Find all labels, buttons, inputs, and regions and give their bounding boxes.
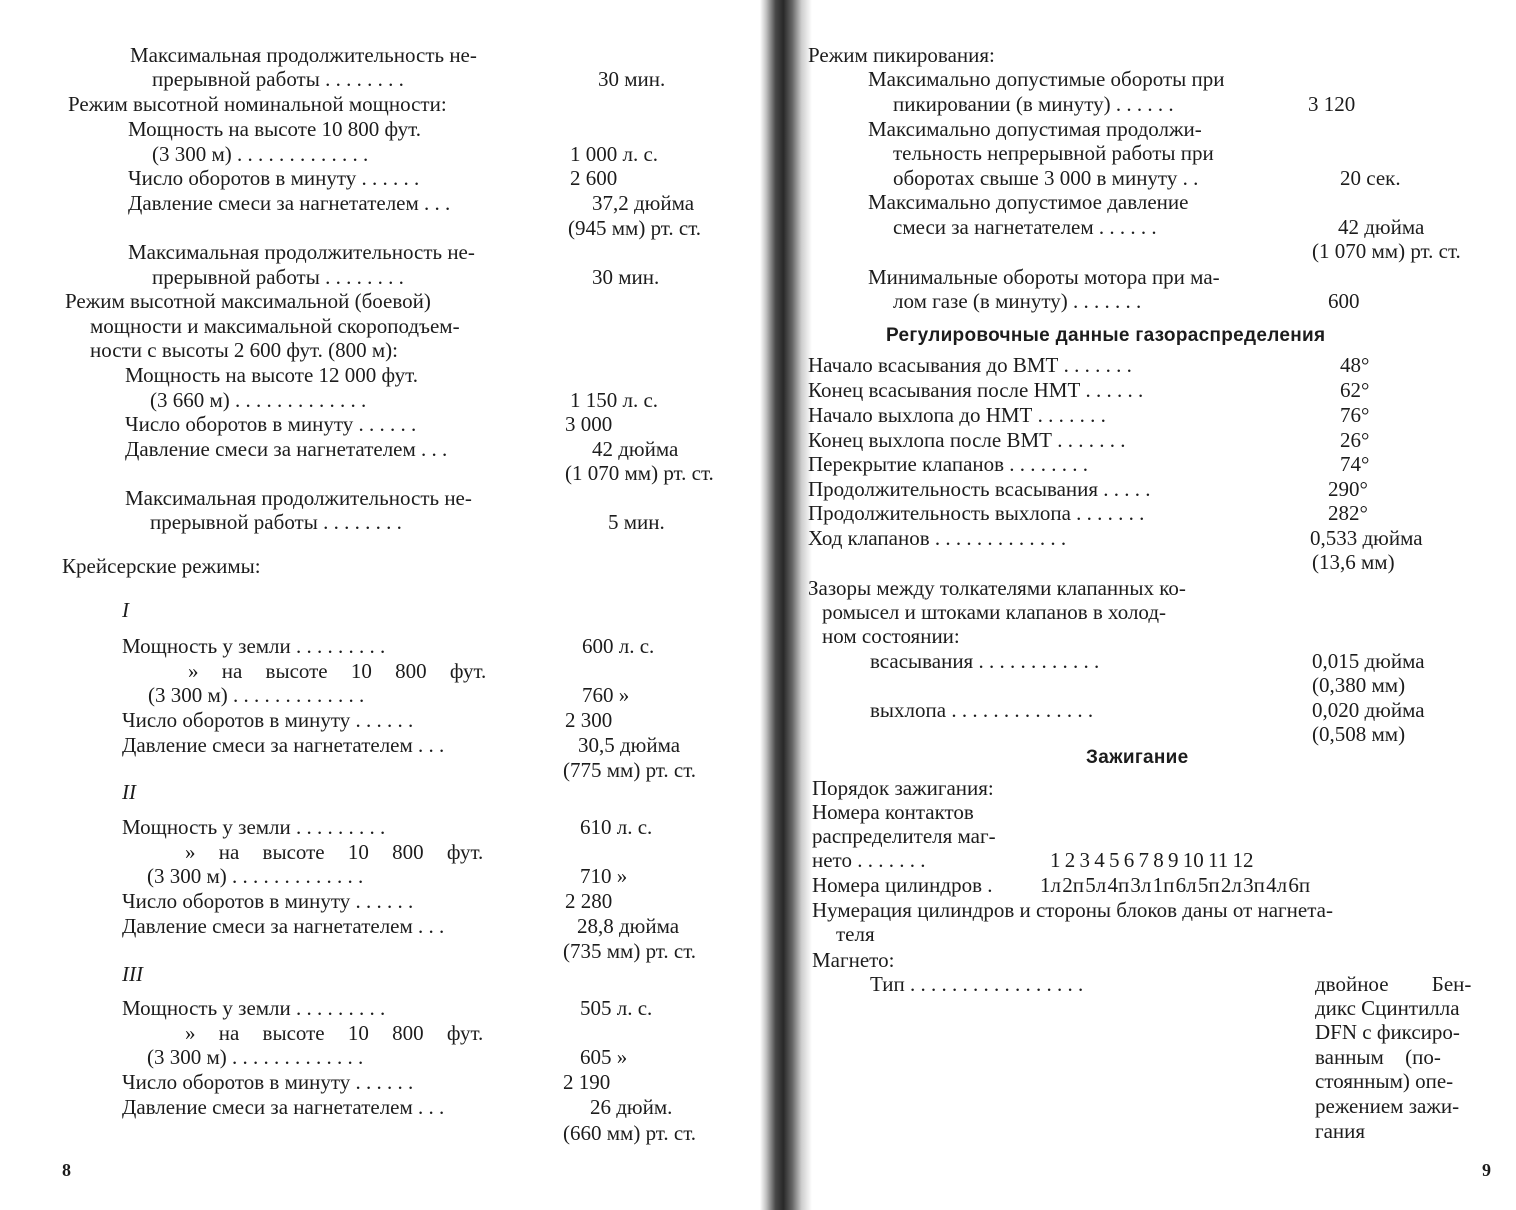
text-line: пикировании (в минуту) . . . . . . xyxy=(893,92,1174,116)
value: 760 » xyxy=(582,683,630,707)
section-title: Регулировочные данные газораспределения xyxy=(886,325,1326,346)
text-line: мощности и максимальной скороподъем- xyxy=(90,314,460,338)
value: (13,6 мм) xyxy=(1312,550,1395,574)
mode-label: III xyxy=(122,962,143,986)
text-line: Число оборотов в минуту . . . . . . xyxy=(125,412,417,436)
value: 3 120 xyxy=(1308,92,1356,116)
value: 2 300 xyxy=(565,708,613,732)
value: 1л 2п 5л 4п 3л 1п 6л 5п 2л 3п 4л 6п xyxy=(1040,873,1311,897)
value: ванным (по- xyxy=(1315,1045,1441,1069)
value: 1 2 3 4 5 6 7 8 9 10 11 12 xyxy=(1050,848,1254,872)
text-line: Максимально допустимое давление xyxy=(868,190,1189,214)
value: (735 мм) рт. ст. xyxy=(563,939,697,963)
text-line: всасывания . . . . . . . . . . . . xyxy=(870,649,1100,673)
text-line: Порядок зажигания: xyxy=(812,776,994,800)
text-line: Минимальные обороты мотора при ма- xyxy=(868,265,1220,289)
text-line: Конец всасывания после НМТ . . . . . . xyxy=(808,378,1144,402)
text-line: » на высоте 10 800 фут. xyxy=(188,659,487,683)
value: 26 дюйм. xyxy=(590,1095,673,1119)
text-line: Максимальная продолжительность не- xyxy=(125,486,472,510)
text-line: ромысел и штоками клапанов в холод- xyxy=(822,600,1166,624)
text-line: Тип . . . . . . . . . . . . . . . . . xyxy=(870,972,1084,996)
text-line: Максимальная продолжительность не- xyxy=(130,43,477,67)
text-line: Начало всасывания до ВМТ . . . . . . . xyxy=(808,353,1132,377)
value: двойное Бен- xyxy=(1315,972,1472,996)
text-line: лом газе (в минуту) . . . . . . . xyxy=(893,289,1142,313)
text-line: выхлопа . . . . . . . . . . . . . . xyxy=(870,698,1094,722)
section-title: Зажигание xyxy=(1086,747,1189,768)
value: (660 мм) рт. ст. xyxy=(563,1121,697,1145)
value: 30 мин. xyxy=(598,67,666,91)
text-line: » на высоте 10 800 фут. xyxy=(185,1021,484,1045)
text-line: Нумерация цилиндров и стороны блоков даны от нагнета- xyxy=(812,898,1333,922)
right-page xyxy=(760,0,1516,1210)
text-line: Число оборотов в минуту . . . . . . xyxy=(122,708,414,732)
value: (1 070 мм) рт. ст. xyxy=(565,461,714,485)
text-line: Давление смеси за нагнетателем . . . xyxy=(128,191,451,215)
value: (775 мм) рт. ст. xyxy=(563,758,697,782)
text-line: смеси за нагнетателем . . . . . . xyxy=(893,215,1157,239)
section-heading: Режим пикирования: xyxy=(808,43,995,67)
text-line: Число оборотов в минуту . . . . . . xyxy=(128,166,420,190)
section-heading: Крейсерские режимы: xyxy=(62,554,261,578)
text-line: Давление смеси за нагнетателем . . . xyxy=(122,1095,445,1119)
text-line: Мощность на высоте 10 800 фут. xyxy=(128,117,421,141)
value: стоянным) опе- xyxy=(1315,1069,1454,1093)
section-heading: Режим высотной максимальной (боевой) xyxy=(65,289,431,313)
value: 610 л. с. xyxy=(580,815,653,839)
value: 30 мин. xyxy=(592,265,660,289)
value: 600 xyxy=(1328,289,1360,313)
text-line: нето . . . . . . . xyxy=(812,848,926,872)
text-line: Зазоры между толкателями клапанных ко- xyxy=(808,576,1186,600)
text-line: Магнето: xyxy=(812,948,895,972)
value: 600 л. с. xyxy=(582,634,655,658)
page-number: 8 xyxy=(62,1160,71,1180)
value: (0,380 мм) xyxy=(1312,673,1406,697)
text-line: Начало выхлопа до НМТ . . . . . . . xyxy=(808,403,1106,427)
value: 37,2 дюйма xyxy=(592,191,695,215)
text-line: теля xyxy=(836,922,875,946)
text-line: Конец выхлопа после ВМТ . . . . . . . xyxy=(808,428,1126,452)
value: 2 600 xyxy=(570,166,618,190)
text-line: (3 300 м) . . . . . . . . . . . . . xyxy=(147,1045,364,1069)
text-line: тельность непрерывной работы при xyxy=(893,141,1214,165)
value: DFN с фиксиро- xyxy=(1315,1020,1460,1044)
text-line: (3 660 м) . . . . . . . . . . . . . xyxy=(150,388,367,412)
value: 505 л. с. xyxy=(580,996,653,1020)
text-line: Максимальная продолжительность не- xyxy=(128,240,475,264)
text-line: Давление смеси за нагнетателем . . . xyxy=(122,914,445,938)
value: 5 мин. xyxy=(608,510,665,534)
text-line: Число оборотов в минуту . . . . . . xyxy=(122,1070,414,1094)
value: 42 дюйма xyxy=(592,437,679,461)
text-line: Максимально допустимая продолжи- xyxy=(868,117,1202,141)
text-line: (3 300 м) . . . . . . . . . . . . . xyxy=(147,864,364,888)
text-line: Мощность на высоте 12 000 фут. xyxy=(125,363,418,387)
value: 1 150 л. с. xyxy=(570,388,659,412)
text-line: (3 300 м) . . . . . . . . . . . . . xyxy=(148,683,365,707)
text-line: Мощность у земли . . . . . . . . . xyxy=(122,815,386,839)
value: 42 дюйма xyxy=(1338,215,1425,239)
text-line: ном состоянии: xyxy=(822,624,960,648)
text-line: Номера контактов xyxy=(812,800,974,824)
value: 76° xyxy=(1340,403,1370,427)
value: (1 070 мм) рт. ст. xyxy=(1312,239,1461,263)
value: (945 мм) рт. ст. xyxy=(568,216,702,240)
text-line: прерывной работы . . . . . . . . xyxy=(152,265,404,289)
value: 0,020 дюйма xyxy=(1312,698,1425,722)
value: 0,015 дюйма xyxy=(1312,649,1425,673)
value: 48° xyxy=(1340,353,1370,377)
value: 74° xyxy=(1340,452,1370,476)
text-line: Число оборотов в минуту . . . . . . xyxy=(122,889,414,913)
page-number: 9 xyxy=(1482,1160,1491,1180)
value: 1 000 л. с. xyxy=(570,142,659,166)
value: 2 280 xyxy=(565,889,613,913)
text-line: оборотах свыше 3 000 в минуту . . xyxy=(893,166,1199,190)
text-line: Мощность у земли . . . . . . . . . xyxy=(122,996,386,1020)
value: 282° xyxy=(1328,501,1368,525)
text-line: Продолжительность выхлопа . . . . . . . xyxy=(808,501,1145,525)
text-line: прерывной работы . . . . . . . . xyxy=(150,510,402,534)
text-line: Продолжительность всасывания . . . . . xyxy=(808,477,1151,501)
value: 2 190 xyxy=(563,1070,611,1094)
value: режением зажи- xyxy=(1315,1094,1460,1118)
value: 20 сек. xyxy=(1340,166,1401,190)
text-line: Максимально допустимые обороты при xyxy=(868,67,1225,91)
value: 710 » xyxy=(580,864,628,888)
value: 26° xyxy=(1340,428,1370,452)
value: 62° xyxy=(1340,378,1370,402)
text-line: прерывной работы . . . . . . . . xyxy=(152,67,404,91)
text-line: Давление смеси за нагнетателем . . . xyxy=(122,733,445,757)
value: 30,5 дюйма xyxy=(578,733,681,757)
section-heading: Режим высотной номинальной мощности: xyxy=(68,92,447,116)
value: 290° xyxy=(1328,477,1368,501)
value: 3 000 xyxy=(565,412,613,436)
value: дикс Сцинтилла xyxy=(1315,996,1460,1020)
text-line: Мощность у земли . . . . . . . . . xyxy=(122,634,386,658)
mode-label: I xyxy=(122,598,129,622)
text-line: распределителя маг- xyxy=(812,824,996,848)
value: 28,8 дюйма xyxy=(577,914,680,938)
value: (0,508 мм) xyxy=(1312,722,1406,746)
value: 605 » xyxy=(580,1045,628,1069)
text-line: Перекрытие клапанов . . . . . . . . xyxy=(808,452,1089,476)
text-line: (3 300 м) . . . . . . . . . . . . . xyxy=(152,142,369,166)
text-line: ности с высоты 2 600 фут. (800 м): xyxy=(90,338,398,362)
text-line: Номера цилиндров . xyxy=(812,873,993,897)
mode-label: II xyxy=(122,780,136,804)
text-line: Ход клапанов . . . . . . . . . . . . . xyxy=(808,526,1067,550)
text-line: » на высоте 10 800 фут. xyxy=(185,840,484,864)
value: 0,533 дюйма xyxy=(1310,526,1423,550)
value: гания xyxy=(1315,1119,1366,1143)
text-line: Давление смеси за нагнетателем . . . xyxy=(125,437,448,461)
